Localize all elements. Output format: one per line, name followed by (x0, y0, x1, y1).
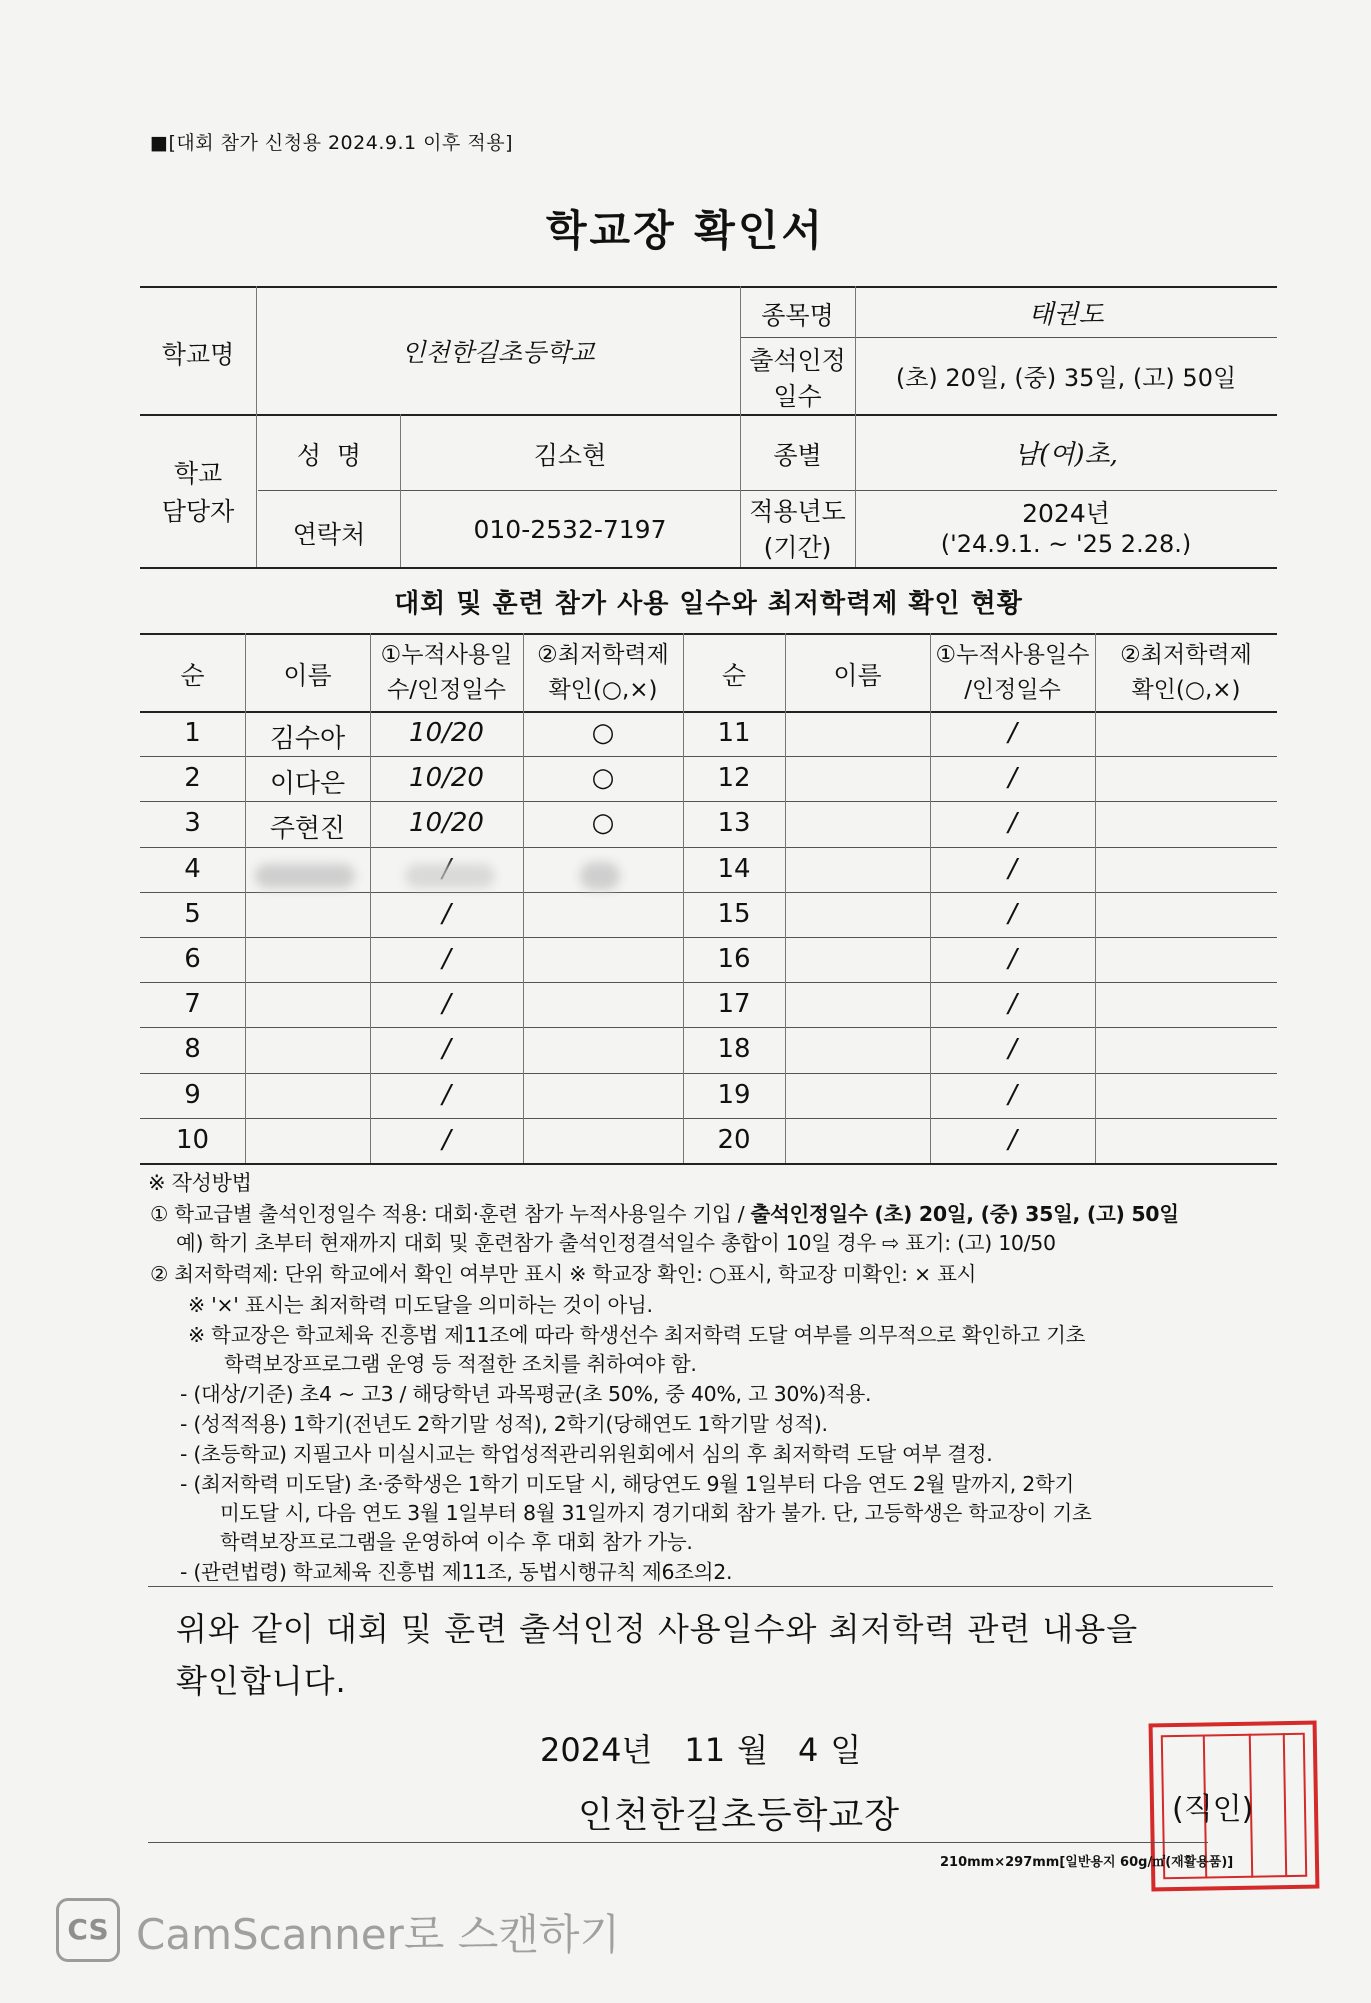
bullet-3: - (초등학교) 지필고사 미실시교는 학업성적관리위원회에서 심의 후 최저학력 도달 여부 결정. (180, 1442, 993, 1466)
redacted-name (255, 864, 355, 888)
row-number-right: 14 (717, 853, 751, 884)
row-check: ○ (591, 718, 615, 748)
header-no-right: 순 (721, 661, 747, 690)
school-value: 인천한길초등학교 (401, 338, 595, 367)
row-days: / (442, 944, 451, 974)
note-1a-bold: 출석인정일수 (초) 20일, (중) 35일, (고) 50일 (750, 1202, 1179, 1226)
sport-value: 태권도 (1028, 300, 1104, 330)
header-days: ①누적사용일 수/인정일수 (380, 642, 513, 703)
bullet-2: - (성적적용) 1학기(전년도 2학기말 성적), 2학기(당해연도 1학기말 성적). (180, 1412, 828, 1436)
row-name: 주현진 (269, 814, 346, 845)
header-name: 이름 (283, 661, 332, 690)
note-2: ② 최저학력제: 단위 학교에서 확인 여부만 표시 ※ 학교장 확인: ○표시, 학교장 미확인: × 표시 (150, 1262, 977, 1286)
row-days: / (442, 1034, 451, 1065)
row-number-right: 15 (717, 898, 751, 929)
row-rule (140, 756, 1277, 757)
note-4b: 학력보장프로그램 운영 등 적절한 조치를 취하여야 함. (224, 1352, 697, 1376)
rule (785, 633, 786, 1163)
rule (140, 286, 1277, 288)
row-rule (140, 1027, 1277, 1028)
notes-heading: ※ 작성방법 (148, 1171, 252, 1195)
redacted-days (405, 864, 495, 888)
note-4a: ※ 학교장은 학교체육 진흥법 제11조에 따라 학생선수 최저학력 도달 여부를 의무적으로 확인하고 기초 (188, 1323, 1086, 1347)
row-days-right: / (1008, 1034, 1017, 1065)
rule (258, 490, 1277, 491)
rule (1095, 633, 1096, 1163)
row-check: ○ (591, 808, 615, 839)
name-label: 성 명 (296, 441, 362, 470)
row-number-right: 11 (717, 718, 751, 748)
header-no: 순 (180, 661, 205, 690)
rule (140, 567, 1277, 569)
row-rule (140, 892, 1277, 893)
row-rule (140, 982, 1277, 983)
rule (140, 1163, 1277, 1165)
row-number: 5 (184, 898, 201, 929)
row-days-right: / (1008, 808, 1017, 839)
page-title: 학교장 확인서 (545, 206, 826, 255)
bullet-4c: 학력보장프로그램을 운영하여 이수 후 대회 참가 가능. (220, 1530, 693, 1554)
row-days-right: / (1008, 718, 1017, 748)
row-days: / (442, 1079, 451, 1110)
row-rule (140, 1073, 1277, 1074)
header-days-right: ①누적사용일수 /인정일수 (935, 642, 1090, 703)
row-number: 1 (184, 718, 201, 748)
row-number: 7 (184, 989, 201, 1020)
name-value: 김소현 (533, 441, 607, 470)
row-days: / (442, 989, 451, 1020)
sport-label: 종목명 (761, 301, 834, 330)
row-number: 2 (184, 763, 201, 794)
rule (148, 1586, 1273, 1587)
gender-value: 남(여)초, (1014, 440, 1118, 470)
bullet-5: - (관련법령) 학교체육 진흥법 제11조, 동법시행규칙 제6조의2. (180, 1560, 733, 1584)
row-days: 10/20 (409, 718, 484, 748)
period-value: ('24.9.1. ~ '25 2.28.) (940, 530, 1192, 558)
school-label: 학교명 (161, 340, 235, 369)
bullet-4b: 미도달 시, 다음 연도 3월 1일부터 8월 31일까지 경기대회 참가 불가. 단, 고등학생은 학교장이 기초 (220, 1501, 1092, 1525)
row-rule (140, 847, 1277, 848)
seal-label: (직인) (1172, 1792, 1254, 1827)
row-number: 3 (184, 808, 201, 839)
contact-value: 010-2532-7197 (473, 515, 667, 544)
header-name-right: 이름 (833, 661, 882, 690)
row-rule (140, 1118, 1277, 1119)
row-rule (140, 937, 1277, 938)
contact-label: 연락처 (292, 520, 366, 549)
rule (523, 633, 524, 1163)
year-label: 적용년도 (기간) (749, 497, 846, 562)
row-days-right: / (1008, 944, 1017, 974)
header-check: ②최저학력제 확인(○,×) (537, 642, 669, 703)
row-days-right: / (1008, 1124, 1017, 1155)
date-line (540, 1725, 861, 1771)
row-number: 10 (175, 1124, 210, 1155)
signer-name: 인천한길초등학교장 (578, 1795, 900, 1836)
year-value: 2024년 (1022, 499, 1110, 528)
note-1b: 예) 학기 초부터 현재까지 대회 및 훈련참가 출석인정결석일수 총합이 10일 경우 ⇨ 표기: (고) 10/50 (176, 1231, 1056, 1255)
header-check-right: ②최저학력제 확인(○,×) (1120, 642, 1252, 703)
camscanner-text: CamScanner로 스캔하기 (136, 1910, 621, 1959)
confirm-line-1: 위와 같이 대회 및 훈련 출석인정 사용일수와 최저학력 관련 내용을 (176, 1610, 1139, 1648)
row-name: 이다은 (269, 769, 346, 800)
row-check: ○ (591, 763, 615, 794)
section-title: 대회 및 훈련 참가 사용 일수와 최저학력제 확인 현황 (394, 589, 1023, 619)
redacted-check (580, 862, 620, 890)
attendance-label: 출석인정 일수 (749, 346, 846, 411)
note-3: ※ '×' 표시는 최저학력 미도달을 의미하는 것이 아님. (188, 1293, 653, 1317)
row-number-right: 17 (717, 989, 751, 1020)
note-1a (150, 1197, 1179, 1227)
date-day: 4 (798, 1731, 819, 1769)
rule (148, 1842, 1208, 1843)
header-note: ■[대회 참가 신청용 2024.9.1 이후 적용] (150, 132, 513, 154)
bullet-1: - (대상/기준) 초4 ~ 고3 / 해당학년 과목평균(초 50%, 중 40%, 고 30%)적용. (180, 1382, 872, 1406)
rule (740, 337, 1277, 338)
row-number-right: 16 (717, 944, 751, 974)
row-name: 김수아 (269, 724, 346, 754)
camscanner-logo: CS (56, 1898, 120, 1962)
row-number-right: 13 (717, 808, 751, 839)
row-days-right: / (1008, 989, 1017, 1020)
row-rule (140, 801, 1277, 802)
date-month-unit: 월 (737, 1731, 768, 1769)
rule (140, 414, 1277, 416)
row-number: 6 (184, 944, 201, 974)
rule (140, 711, 1277, 713)
row-days-right: / (1008, 1079, 1017, 1110)
row-number: 9 (184, 1079, 201, 1110)
row-days-right: / (1008, 763, 1017, 794)
row-number-right: 12 (717, 763, 751, 794)
row-number-right: 19 (717, 1079, 751, 1110)
date-month: 11 (684, 1731, 726, 1769)
row-days-right: / (1008, 898, 1017, 929)
row-days: / (442, 1124, 451, 1155)
row-days: / (442, 898, 451, 929)
confirm-line-2: 확인합니다. (176, 1662, 347, 1700)
gender-label: 종별 (773, 441, 822, 470)
rule (256, 286, 257, 567)
staff-label: 학교 담당자 (161, 459, 235, 526)
bullet-4a: - (최저학력 미도달) 초·중학생은 1학기 미도달 시, 해당연도 9월 1일부터 다음 연도 2월 말까지, 2학기 (180, 1472, 1074, 1496)
note-1a-text: ① 학교급별 출석인정일수 적용: 대회·훈련 참가 누적사용일수 기입 / (150, 1202, 751, 1226)
date-day-unit: 일 (830, 1731, 862, 1769)
row-number-right: 18 (717, 1034, 751, 1065)
rule (140, 633, 1277, 635)
date-year: 2024년 (540, 1731, 653, 1769)
row-days: 10/20 (409, 808, 484, 839)
row-number: 4 (184, 853, 201, 884)
row-number-right: 20 (717, 1124, 751, 1155)
row-number: 8 (184, 1034, 201, 1065)
attendance-value: (초) 20일, (중) 35일, (고) 50일 (895, 364, 1237, 392)
row-days-right: / (1008, 853, 1017, 884)
rule (245, 633, 246, 1163)
row-days: 10/20 (409, 763, 484, 794)
paper-spec: 210mm×297mm[일반용지 60g/㎡(재활용품)] (940, 1855, 1234, 1870)
